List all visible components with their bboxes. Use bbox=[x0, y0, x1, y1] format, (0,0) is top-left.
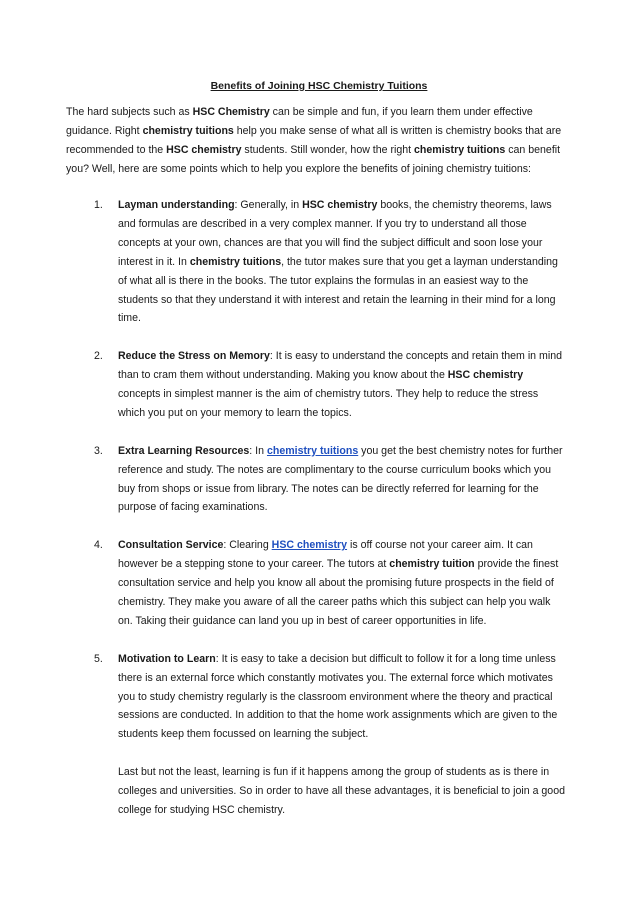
item-text: concepts in simplest manner is the aim of chemistry tutors. They help to reduce the stress which you put on your memory to learn the topics. bbox=[118, 388, 539, 419]
item-heading: Motivation to Learn bbox=[118, 652, 216, 665]
item-number: 2. bbox=[94, 350, 103, 363]
item-heading: Consultation Service bbox=[118, 539, 224, 552]
item-number: 3. bbox=[94, 444, 103, 457]
intro-bold: chemistry tuitions bbox=[414, 143, 506, 156]
item-text: , the tutor makes sure that you get a layman understanding of what all is there in the books. The tutor explains the formulas in an easiest way to the students so that they understand it with interest and retain the learning in their mind for a long time. bbox=[118, 255, 558, 325]
item-bold: HSC chemistry bbox=[302, 199, 378, 211]
item-bold: chemistry tuition bbox=[389, 558, 475, 571]
intro-text: The hard subjects such as bbox=[66, 106, 193, 118]
list-item-stress bbox=[66, 347, 566, 423]
intro-text: can be simple and fun, if you learn them under effective guidance. Right bbox=[66, 106, 533, 137]
item-bold: chemistry tuitions bbox=[189, 255, 282, 268]
intro-bold: HSC chemistry bbox=[166, 143, 242, 156]
list-item-resources bbox=[66, 442, 566, 518]
list-item-consultation bbox=[66, 536, 566, 631]
item-text: : It is easy to take a decision but difficult to follow it for a long time unless there is an external force which constantly motivates you. The external force which motivates you to study chemistry regularly is the classroom environment where the theory and practical sessions are conducted. In addition to that the home work assignments which are given to the students keep them focussed on learning the subject. bbox=[118, 652, 558, 741]
item-text: is off course not your career aim. It can however be a stepping stone to your career. The tutors at bbox=[118, 539, 533, 571]
item-heading: Extra Learning Resources bbox=[118, 444, 250, 457]
list-item-motivation bbox=[66, 650, 566, 820]
item-bold: HSC chemistry bbox=[447, 369, 524, 382]
intro-bold: HSC Chemistry bbox=[192, 106, 270, 118]
item-number: 1. bbox=[94, 199, 103, 211]
document-title: Benefits of Joining HSC Chemistry Tuitions bbox=[210, 80, 428, 92]
item-text: : Generally, in bbox=[234, 199, 303, 211]
item-text: provide the finest consultation service and help you know all about the promising future prospects in the field of chemistry. They make you aware of all the career paths which this subject can help you walk on. Taking their guidance can land you up in best of career opportunities in life. bbox=[118, 558, 559, 627]
item-number: 5. bbox=[94, 652, 103, 665]
intro-text: students. Still wonder, how the right bbox=[241, 143, 415, 156]
chemistry-tuitions-link[interactable]: chemistry tuitions bbox=[266, 444, 359, 457]
item-text: books, the chemistry theorems, laws and formulas are described in a very complex manner. If you try to understand all those concepts at your own, chances are that you will find the subject difficult and soon lose your interest in it. In bbox=[118, 199, 552, 268]
item-number: 4. bbox=[94, 539, 103, 552]
intro-text: help you make sense of what all is written is chemistry books that are recommended to the bbox=[66, 124, 562, 156]
intro-paragraph bbox=[66, 103, 566, 179]
closing-paragraph: Last but not the least, learning is fun if it happens among the group of students as is there in colleges and universities. So in order to have all these advantages, it is beneficial to join a good college for studying HSC chemistry. bbox=[118, 766, 565, 816]
item-heading: Layman understanding bbox=[118, 199, 235, 211]
item-text: : Clearing bbox=[223, 539, 272, 552]
item-text: : It is easy to understand the concepts and retain them in mind than to cram them without understanding. Making you know about the bbox=[118, 350, 562, 382]
intro-bold: chemistry tuitions bbox=[142, 124, 234, 137]
list-item-layman bbox=[66, 196, 566, 328]
hsc-chemistry-link[interactable]: HSC chemistry bbox=[271, 539, 348, 552]
benefits-list bbox=[66, 196, 566, 839]
item-heading: Reduce the Stress on Memory bbox=[118, 350, 270, 363]
item-text: : In bbox=[249, 444, 267, 457]
intro-text: can benefit you? Well, here are some points which to help you explore the benefits of joining chemistry tuitions: bbox=[66, 143, 561, 175]
item-text: you get the best chemistry notes for further reference and study. The notes are complimentary to the course curriculum books which you buy from shops or issue from library. The notes can be directly referred for learning for the purpose of facing examinations. bbox=[118, 444, 563, 514]
